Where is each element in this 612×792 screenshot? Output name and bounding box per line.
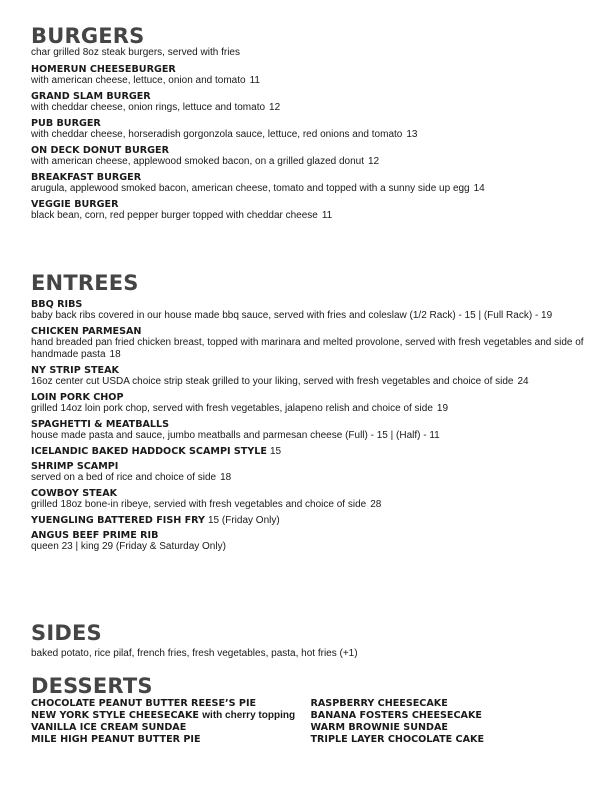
menu-item-price: 18 [220,472,232,483]
menu-item [31,365,590,388]
menu-item-description [31,472,590,484]
menu-item-description [31,129,590,141]
desserts-right-column [311,698,591,746]
menu-item-name [31,91,590,102]
dessert-name: BANANA FOSTERS CHEESECAKE [310,710,482,721]
menu-item-name [31,530,590,541]
menu-item-description-text: black bean, corn, red pepper burger topped with cheddar cheese [31,210,318,221]
sides-description: baked potato, rice pilaf, french fries, fresh vegetables, pasta, hot fries (+1) [31,648,358,659]
entrees-section [31,272,590,557]
menu-item-price: 14 [473,183,485,194]
menu-item [31,419,590,442]
entrees-list [31,299,590,553]
menu-item [31,392,590,415]
menu-item-description-text: grilled 18oz bone-in ribeye, servied with fresh vegetables and choice of side [31,499,367,510]
menu-item-description-text: grilled 14oz loin pork chop, served with fresh vegetables, jalapeno relish and choice of side [31,403,433,414]
desserts-grid [31,698,590,746]
menu-item-description-text: house made pasta and sauce, jumbo meatballs and parmesan cheese (Full) - 15 | (Half) - 11 [31,430,440,441]
menu-item-name [31,461,590,472]
menu-item [31,172,590,195]
dessert-name: TRIPLE LAYER CHOCOLATE CAKE [310,734,484,745]
menu-item-inline-price: 15 [269,446,282,457]
menu-item-name [31,488,590,499]
dessert-name: MILE HIGH PEANUT BUTTER PIE [31,734,201,745]
menu-item [31,199,590,222]
menu-item-description-text: with cheddar cheese, onion rings, lettuce and tomato [31,102,266,113]
menu-item-name [31,299,590,310]
menu-item-price: 11 [249,75,260,86]
menu-item-description [31,102,590,114]
menu-item-description-text: queen 23 | king 29 (Friday & Saturday Only) [31,541,226,552]
menu-item-name [31,419,590,430]
menu-item-description [31,430,590,442]
dessert-item [31,698,311,710]
menu-item-name-text: LOIN PORK CHOP [31,392,124,403]
menu-item-description-text: hand breaded pan fried chicken breast, topped with marinara and melted provolone, served with fresh vegetables and side of handmade pasta [31,337,584,360]
menu-item-price: 24 [517,376,529,387]
menu-item [31,91,590,114]
menu-item-description [31,403,590,415]
burgers-section [31,25,590,226]
menu-item-description [31,541,590,553]
dessert-item [31,722,311,734]
menu-item-description-text: arugula, applewood smoked bacon, american cheese, tomato and topped with a sunny side up egg [31,183,470,194]
menu-item-name-text: ANGUS BEEF PRIME RIB [31,530,159,541]
menu-item-name [31,172,590,183]
menu-item-inline-price: 15 (Friday Only) [208,515,280,526]
menu-item-name-text: PUB BURGER [31,118,101,129]
menu-item [31,326,590,361]
menu-item-name-text: GRAND SLAM BURGER [31,91,151,102]
menu-item-name [31,118,590,129]
menu-item-description-text: 16oz center cut USDA choice strip steak grilled to your liking, served with fresh vegetables and choice of side [31,376,514,387]
menu-item [31,530,590,553]
menu-item-price: 19 [436,403,449,414]
menu-item-description-text: with american cheese, lettuce, onion and tomato [31,75,246,86]
menu-item-description [31,310,590,322]
menu-item-name [31,64,590,75]
menu-item [31,488,590,511]
menu-item-name [31,392,590,403]
menu-item-description [31,75,590,87]
dessert-item [311,734,591,746]
menu-item-name-text: YUENGLING BATTERED FISH FRY [31,515,205,526]
menu-item-name-text: VEGGIE BURGER [31,199,119,210]
dessert-item [31,734,311,746]
desserts-section [31,675,590,746]
dessert-name: CHOCOLATE PEANUT BUTTER REESE’S PIE [31,698,257,709]
desserts-left-column [31,698,311,746]
menu-item-description [31,376,590,388]
dessert-item [311,710,591,722]
menu-item-description-text: with cheddar cheese, horseradish gorgonzola sauce, lettuce, red onions and tomato [31,129,403,140]
menu-item-description [31,210,590,222]
menu-item [31,118,590,141]
menu-item-name-text: CHICKEN PARMESAN [31,326,142,337]
menu-item-name [31,326,590,337]
sides-section [31,622,590,660]
menu-item-name [31,145,590,156]
menu-item-name [31,365,590,376]
menu-item [31,64,590,87]
menu-item-name [31,446,590,457]
menu-item-name-text: HOMERUN CHEESEBURGER [31,64,176,75]
burgers-title: BURGERS [31,24,145,48]
dessert-name: VANILLA ICE CREAM SUNDAE [31,722,187,733]
dessert-name: NEW YORK STYLE CHEESECAKE [31,710,199,721]
dessert-name: RASPBERRY CHEESECAKE [310,698,448,709]
menu-item-price: 11 [321,210,333,221]
menu-item [31,446,590,457]
menu-item-name-text: NY STRIP STEAK [31,365,119,376]
menu-item-description [31,337,590,361]
menu-item-name [31,515,590,526]
dessert-name: WARM BROWNIE SUNDAE [310,722,448,733]
menu-item [31,515,590,526]
menu-item [31,299,590,322]
menu-item-price: 13 [406,129,418,140]
desserts-title: DESSERTS [31,674,153,698]
menu-item [31,461,590,484]
menu-item-name-text: ICELANDIC BAKED HADDOCK SCAMPI STYLE [31,446,267,457]
burgers-list [31,64,590,222]
menu-item-name [31,199,590,210]
menu-item-description [31,183,590,195]
menu-item [31,145,590,168]
dessert-item [311,722,591,734]
menu-item-name-text: SHRIMP SCAMPI [31,461,119,472]
dessert-extra: with cherry topping [202,710,296,721]
menu-item-price: 18 [109,349,121,360]
menu-item-price: 12 [269,102,281,113]
menu-item-name-text: BBQ RIBS [31,299,83,310]
menu-item-name-text: SPAGHETTI & MEATBALLS [31,419,170,430]
menu-item-description-text: with american cheese, applewood smoked bacon, on a grilled glazed donut [31,156,364,167]
menu-item-price: 28 [370,499,382,510]
menu-item-description [31,156,590,168]
menu-item-name-text: COWBOY STEAK [31,488,118,499]
menu-item-description-text: served on a bed of rice and choice of side [31,472,217,483]
menu-item-description [31,499,590,511]
entrees-title: ENTREES [31,271,139,295]
burgers-subtitle: char grilled 8oz steak burgers, served with fries [31,47,240,58]
dessert-item [311,698,591,710]
menu-item-price: 12 [368,156,380,167]
menu-item-description-text: baby back ribs covered in our house made bbq sauce, served with fries and coleslaw (1/2 Rack) - 15 | (Full Rack) - 19 [31,310,553,321]
dessert-item [31,710,311,722]
menu-item-name-text: BREAKFAST BURGER [31,172,142,183]
menu-item-name-text: ON DECK DONUT BURGER [31,145,169,156]
sides-title: SIDES [31,621,102,645]
